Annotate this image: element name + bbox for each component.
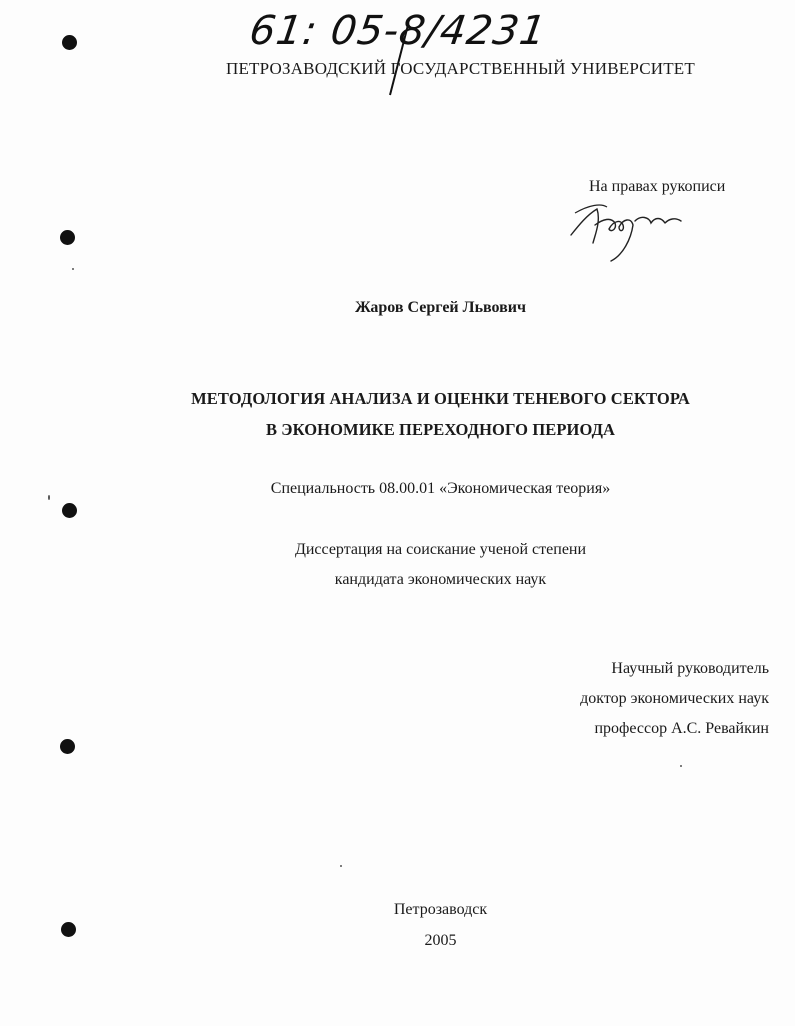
university-name: ПЕТРОЗАВОДСКИЙ ГОСУДАРСТВЕННЫЙ УНИВЕРСИТЕТ [226, 59, 695, 78]
scan-speck [340, 865, 342, 867]
advisor-name: профессор А.С. Ревайкин [594, 720, 769, 737]
scan-speck [72, 268, 74, 270]
punch-hole-icon [62, 503, 77, 518]
specialty-line: Специальность 08.00.01 «Экономическая теория» [270, 480, 611, 497]
author-name: Жаров Сергей Львович [354, 299, 527, 316]
archive-code-handwritten: 61: 05-8/4231 [246, 8, 550, 54]
advisor-degree: доктор экономических наук [580, 690, 769, 707]
dissertation-title-line-2: В ЭКОНОМИКЕ ПЕРЕХОДНОГО ПЕРИОДА [265, 420, 616, 439]
degree-line-2: кандидата экономических наук [334, 571, 547, 588]
punch-hole-icon [62, 35, 77, 50]
scan-speck [680, 765, 682, 767]
advisor-role: Научный руководитель [611, 660, 769, 677]
year: 2005 [424, 932, 457, 949]
city: Петрозаводск [393, 901, 488, 918]
punch-hole-icon [60, 230, 75, 245]
dissertation-title-line-1: МЕТОДОЛОГИЯ АНАЛИЗА И ОЦЕНКИ ТЕНЕВОГО СЕКТОРА [191, 389, 690, 408]
degree-line-1: Диссертация на соискание ученой степени [294, 541, 587, 558]
manuscript-rights-note: На правах рукописи [589, 178, 726, 195]
punch-hole-icon [60, 739, 75, 754]
signature-icon [565, 195, 685, 270]
